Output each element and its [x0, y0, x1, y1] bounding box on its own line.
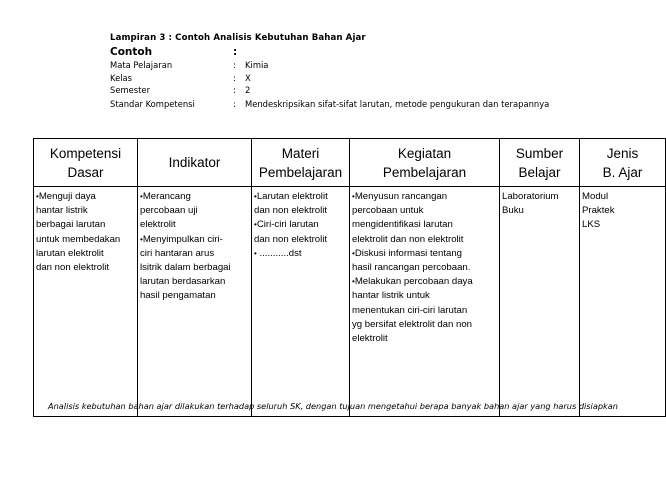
cell-text-line: LKS	[582, 219, 601, 231]
cell-text-line: Modul	[582, 191, 609, 202]
cell-text-line: Merancang	[142, 191, 191, 202]
bullet-icon: •	[254, 220, 257, 230]
column-header-kompetensi-dasar: Kompetensi Dasar	[34, 139, 138, 187]
table-row	[34, 187, 666, 417]
meta-value-standar-kompetensi: Mendeskripsikan sifat-sifat larutan, metode pengukuran dan terapannya	[245, 98, 550, 109]
cell-text-line: menentukan ciri-ciri larutan	[352, 304, 468, 316]
cell-indikator	[138, 187, 252, 417]
meta-value-kelas: X	[245, 72, 251, 83]
cell-item	[36, 190, 135, 275]
cell-text-line: Larutan elektrolit	[256, 191, 328, 202]
cell-text-line: elektrolit	[352, 333, 388, 345]
meta-label-kelas: Kelas	[110, 72, 133, 83]
cell-text-line: hasil rancangan percobaan.	[352, 262, 471, 274]
meta-value-mata-pelajaran: Kimia	[245, 60, 269, 70]
cell-text-line: elektrolit dan non elektrolit	[352, 233, 464, 245]
cell-text-line: Melakukan percobaan daya	[354, 276, 473, 288]
column-header-jenis-bahan-ajar: Jenis B. Ajar	[580, 139, 666, 187]
document-metadata	[110, 45, 549, 110]
meta-label-mata-pelajaran: Mata Pelajaran	[110, 60, 173, 70]
cell-item	[352, 247, 497, 275]
cell-item	[352, 275, 497, 346]
cell-text-line: untuk membedakan	[36, 233, 121, 245]
cell-text-line: ...........dst	[256, 247, 302, 259]
cell-text-line: yg bersifat elektrolit dan non	[352, 318, 472, 330]
meta-sep: :	[233, 46, 238, 58]
meta-label-contoh: Contoh	[110, 46, 153, 58]
cell-text-line: Diskusi informasi tentang	[354, 247, 462, 259]
cell-text-line: Buku	[502, 205, 524, 217]
cell-item	[140, 233, 249, 304]
cell-text-line: larutan berdasarkan	[140, 276, 226, 288]
column-header-kegiatan-pembelajaran: Kegiatan Pembelajaran	[350, 139, 500, 187]
cell-materi-pembelajaran	[252, 187, 350, 417]
cell-text-line: hantar listrik untuk	[352, 290, 430, 302]
meta-value-contoh	[245, 45, 549, 59]
cell-text-line: Ciri-ciri larutan	[256, 219, 319, 231]
meta-sep: :	[233, 72, 236, 83]
cell-item	[254, 190, 347, 218]
cell-text-line: Laboratorium	[502, 191, 559, 202]
meta-sep: :	[233, 98, 236, 109]
cell-text-line: berbagai larutan	[36, 219, 106, 231]
cell-text-line: Menyimpulkan ciri-	[142, 233, 223, 245]
cell-text-line: lsitrik dalam berbagai	[140, 262, 231, 274]
cell-text-line: Menguji daya	[38, 191, 96, 202]
cell-text-line: percobaan untuk	[352, 205, 424, 217]
column-header-materi-pembelajaran: Materi Pembelajaran	[252, 139, 350, 187]
meta-sep: :	[233, 85, 236, 95]
table-header-row	[34, 139, 666, 187]
cell-text-line: Praktek	[582, 205, 615, 217]
cell-text-line: ciri hantaran arus	[140, 247, 215, 259]
cell-item	[254, 247, 347, 261]
bullet-icon: •	[140, 192, 143, 201]
cell-text-line: hasil pengamatan	[140, 290, 216, 302]
bullet-icon: •	[254, 192, 257, 201]
bullet-icon: •	[36, 192, 39, 201]
cell-text-line: hantar listrik	[36, 205, 88, 217]
cell-jenis-bahan-ajar	[580, 187, 666, 417]
cell-text-line: larutan elektrolit	[36, 247, 104, 259]
bullet-icon: •	[254, 248, 257, 258]
cell-text-line: Menyusun rancangan	[354, 191, 448, 202]
meta-sep: :	[233, 60, 236, 70]
cell-item	[502, 190, 577, 218]
meta-value-semester: 2	[245, 85, 251, 95]
analysis-table	[33, 138, 666, 417]
cell-kompetensi-dasar	[34, 187, 138, 417]
bullet-icon: •	[352, 248, 355, 258]
cell-text-line: elektrolit	[140, 219, 176, 231]
bullet-icon: •	[140, 234, 143, 244]
column-header-indikator: Indikator	[138, 139, 252, 187]
cell-text-line: dan non elektrolit	[36, 262, 110, 274]
column-header-sumber-belajar: Sumber Belajar	[500, 139, 580, 187]
bullet-icon: •	[352, 192, 355, 201]
meta-label-standar-kompetensi: Standar Kompetensi	[110, 98, 195, 109]
cell-kegiatan-pembelajaran	[350, 187, 500, 417]
cell-text-line: dan non elektrolit	[254, 233, 328, 245]
cell-text-line: dan non elektrolit	[254, 205, 328, 217]
cell-item	[582, 190, 663, 233]
cell-text-line: percobaan uji	[140, 205, 198, 217]
cell-item	[352, 190, 497, 247]
cell-item	[254, 218, 347, 246]
cell-item	[140, 190, 249, 233]
cell-text-line: mengidentifikasi larutan	[352, 219, 453, 231]
cell-sumber-belajar	[500, 187, 580, 417]
meta-label-semester: Semester	[110, 85, 151, 95]
bullet-icon: •	[352, 277, 355, 287]
footer-note: Analisis kebutuhan bahan ajar dilakukan terhadap seluruh SK, dengan tujuan mengetahui berapa banyak bahan ajar yang harus disiapkan	[48, 401, 618, 411]
document-title: Lampiran 3 : Contoh Analisis Kebutuhan Bahan Ajar	[110, 33, 366, 43]
